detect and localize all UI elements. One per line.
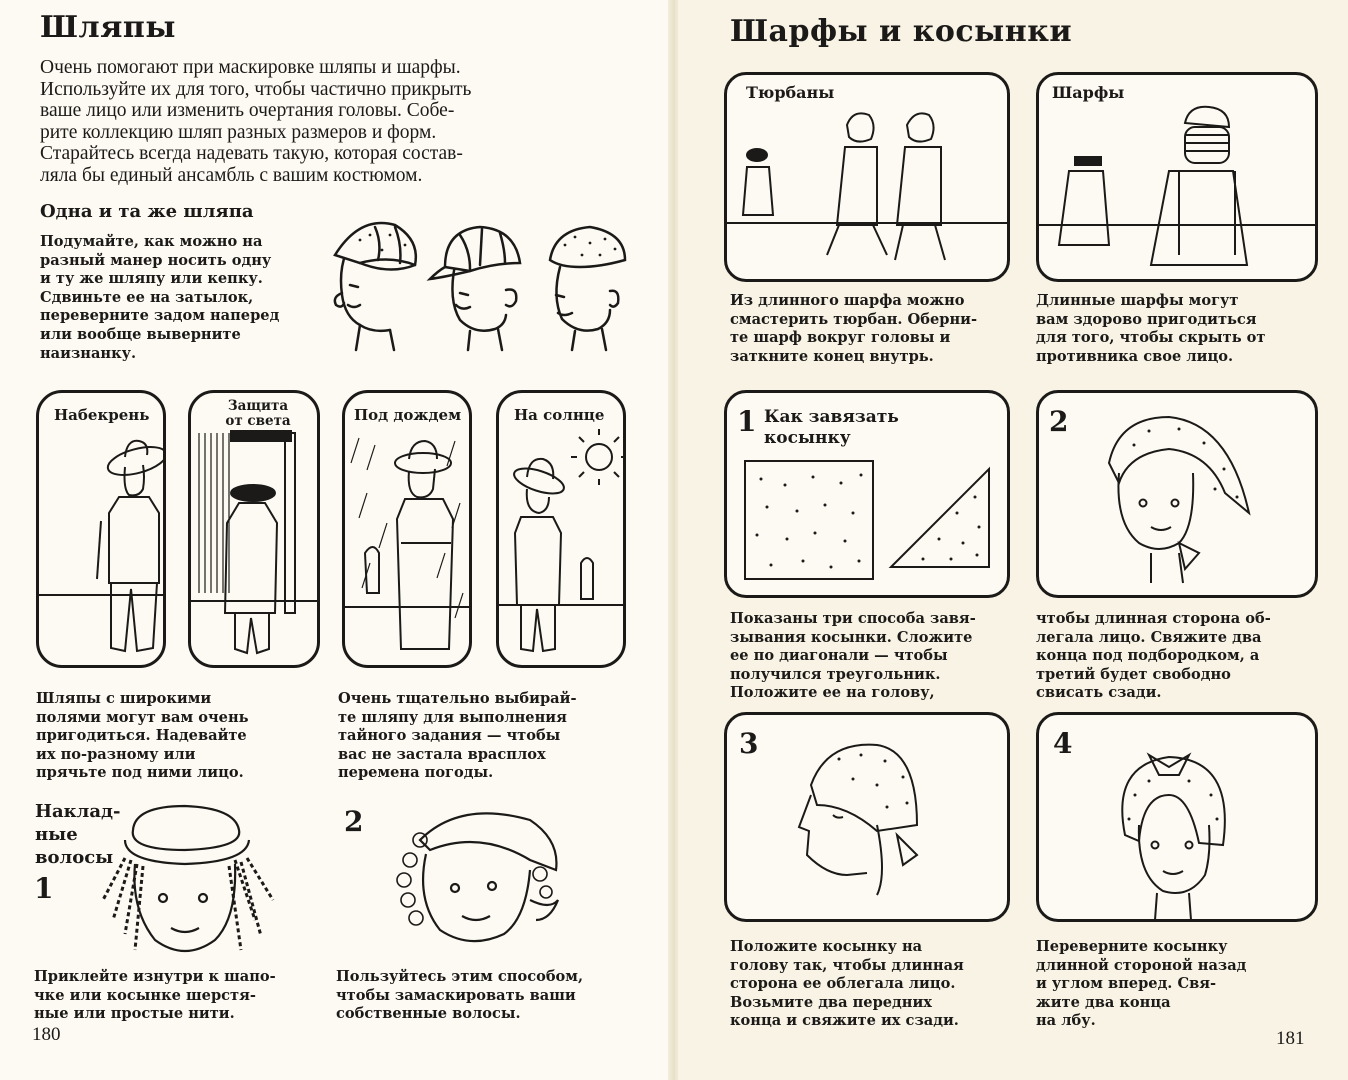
step-2-caption: чтобы длинная сторона об- легала лицо. Свяжите два конца под подбородком, а третий будет свободно свисать сзади. xyxy=(1036,610,1271,702)
step-3-caption: Положите косынку на голову так, чтобы длинная сторона ее облегала лицо. Возьмите два передних конца и свяжите их сзади. xyxy=(730,938,964,1030)
panel-tilted xyxy=(36,390,166,668)
yarn-wig-illustration xyxy=(95,800,280,965)
cap-heads-illustration xyxy=(320,205,640,355)
step-1-caption: Показаны три способа завя- зывания косынки. Сложите ее по диагонали — чтобы получился треугольник. Положите ее на голову, xyxy=(730,610,976,702)
fake-hair-caption-2: Пользуйтесь этим способом, чтобы замаскировать ваши собственные волосы. xyxy=(336,968,584,1023)
choose-hat-caption: Очень тщательно выбирай- те шляпу для выполнения тайного задания — чтобы вас не застала врасплох перемена погоды. xyxy=(338,690,577,782)
tilted-hat-figure xyxy=(39,393,166,668)
page-number-right: 181 xyxy=(1276,1028,1305,1049)
turbans-caption: Из длинного шарфа можно смастерить тюрбан. Оберни- те шарф вокруг головы и заткните конец внутрь. xyxy=(730,292,978,365)
panel-scarves xyxy=(1036,72,1318,282)
headscarf-curls-illustration xyxy=(380,800,580,960)
fake-hair-heading: Наклад- ные волосы xyxy=(35,801,121,868)
same-hat-text: Подумайте, как можно на разный манер носить одну и ту же шляпу или кепку. Сдвиньте ее на затылок, переверните задом наперед или вообще выверните наизнанку. xyxy=(40,233,280,362)
step-2-head xyxy=(1039,393,1318,598)
panel-sun xyxy=(496,390,626,668)
panel-label-shade: Защита от света xyxy=(217,399,299,429)
sun-figure xyxy=(499,393,626,668)
panel-label-rain: Под дождем xyxy=(351,406,464,424)
fake-hair-step-2: 2 xyxy=(344,805,364,838)
step-number-4: 4 xyxy=(1053,727,1073,760)
panel-turbans xyxy=(724,72,1010,282)
scarf-figures xyxy=(1039,75,1318,282)
panel-step-3 xyxy=(724,712,1010,922)
shade-figure xyxy=(191,393,320,668)
panel-step-2 xyxy=(1036,390,1318,598)
step-4-caption: Переверните косынку длинной стороной назад и углом вперед. Свя- жите два конца на лбу. xyxy=(1036,938,1247,1030)
panel-rain xyxy=(342,390,472,668)
step-number-1: 1 xyxy=(737,405,757,438)
panel-shade xyxy=(188,390,320,668)
step-1-label: Как завязать косынку xyxy=(761,407,927,449)
turban-figures xyxy=(727,75,1010,282)
wide-brim-caption: Шляпы с широкими полями могут вам очень пригодиться. Надевайте их по-разному или прячьте под ними лицо. xyxy=(36,690,249,782)
step-4-head xyxy=(1039,715,1318,922)
panel-label-turbans: Тюрбаны xyxy=(743,83,837,102)
panel-step-4 xyxy=(1036,712,1318,922)
panel-label-sun: На солнце xyxy=(511,406,607,424)
intro-text: Очень помогают при маскировке шляпы и шарфы. Используйте их для того, чтобы частично прикрыть ваше лицо или изменить очертания головы. Собе- рите коллекцию шляп разных размеров и форм. Старайтесь всегда надевать такую, которая состав- ляла бы единый ансамбль с вашим костюмом. xyxy=(40,57,472,186)
rain-figure xyxy=(345,393,472,668)
step-number-2: 2 xyxy=(1049,405,1069,438)
page-number-left: 180 xyxy=(32,1024,61,1045)
panel-step-1 xyxy=(724,390,1010,598)
panel-label-scarves: Шарфы xyxy=(1049,83,1127,102)
fake-hair-step-1: 1 xyxy=(34,872,54,905)
same-hat-heading: Одна и та же шляпа xyxy=(40,201,254,222)
step-3-head xyxy=(727,715,1010,922)
page-title-scarves: Шарфы и косынки xyxy=(730,14,1073,49)
page-title-hats: Шляпы xyxy=(40,10,176,45)
step-number-3: 3 xyxy=(739,727,759,760)
fake-hair-caption-1: Приклейте изнутри к шапо- чке или косынке шерстя- ные или простые нити. xyxy=(34,968,276,1023)
scarves-caption: Длинные шарфы могут вам здорово пригодиться для того, чтобы скрыть от противника свое лицо. xyxy=(1036,292,1266,365)
panel-label-tilted: Набекрень xyxy=(51,406,152,424)
